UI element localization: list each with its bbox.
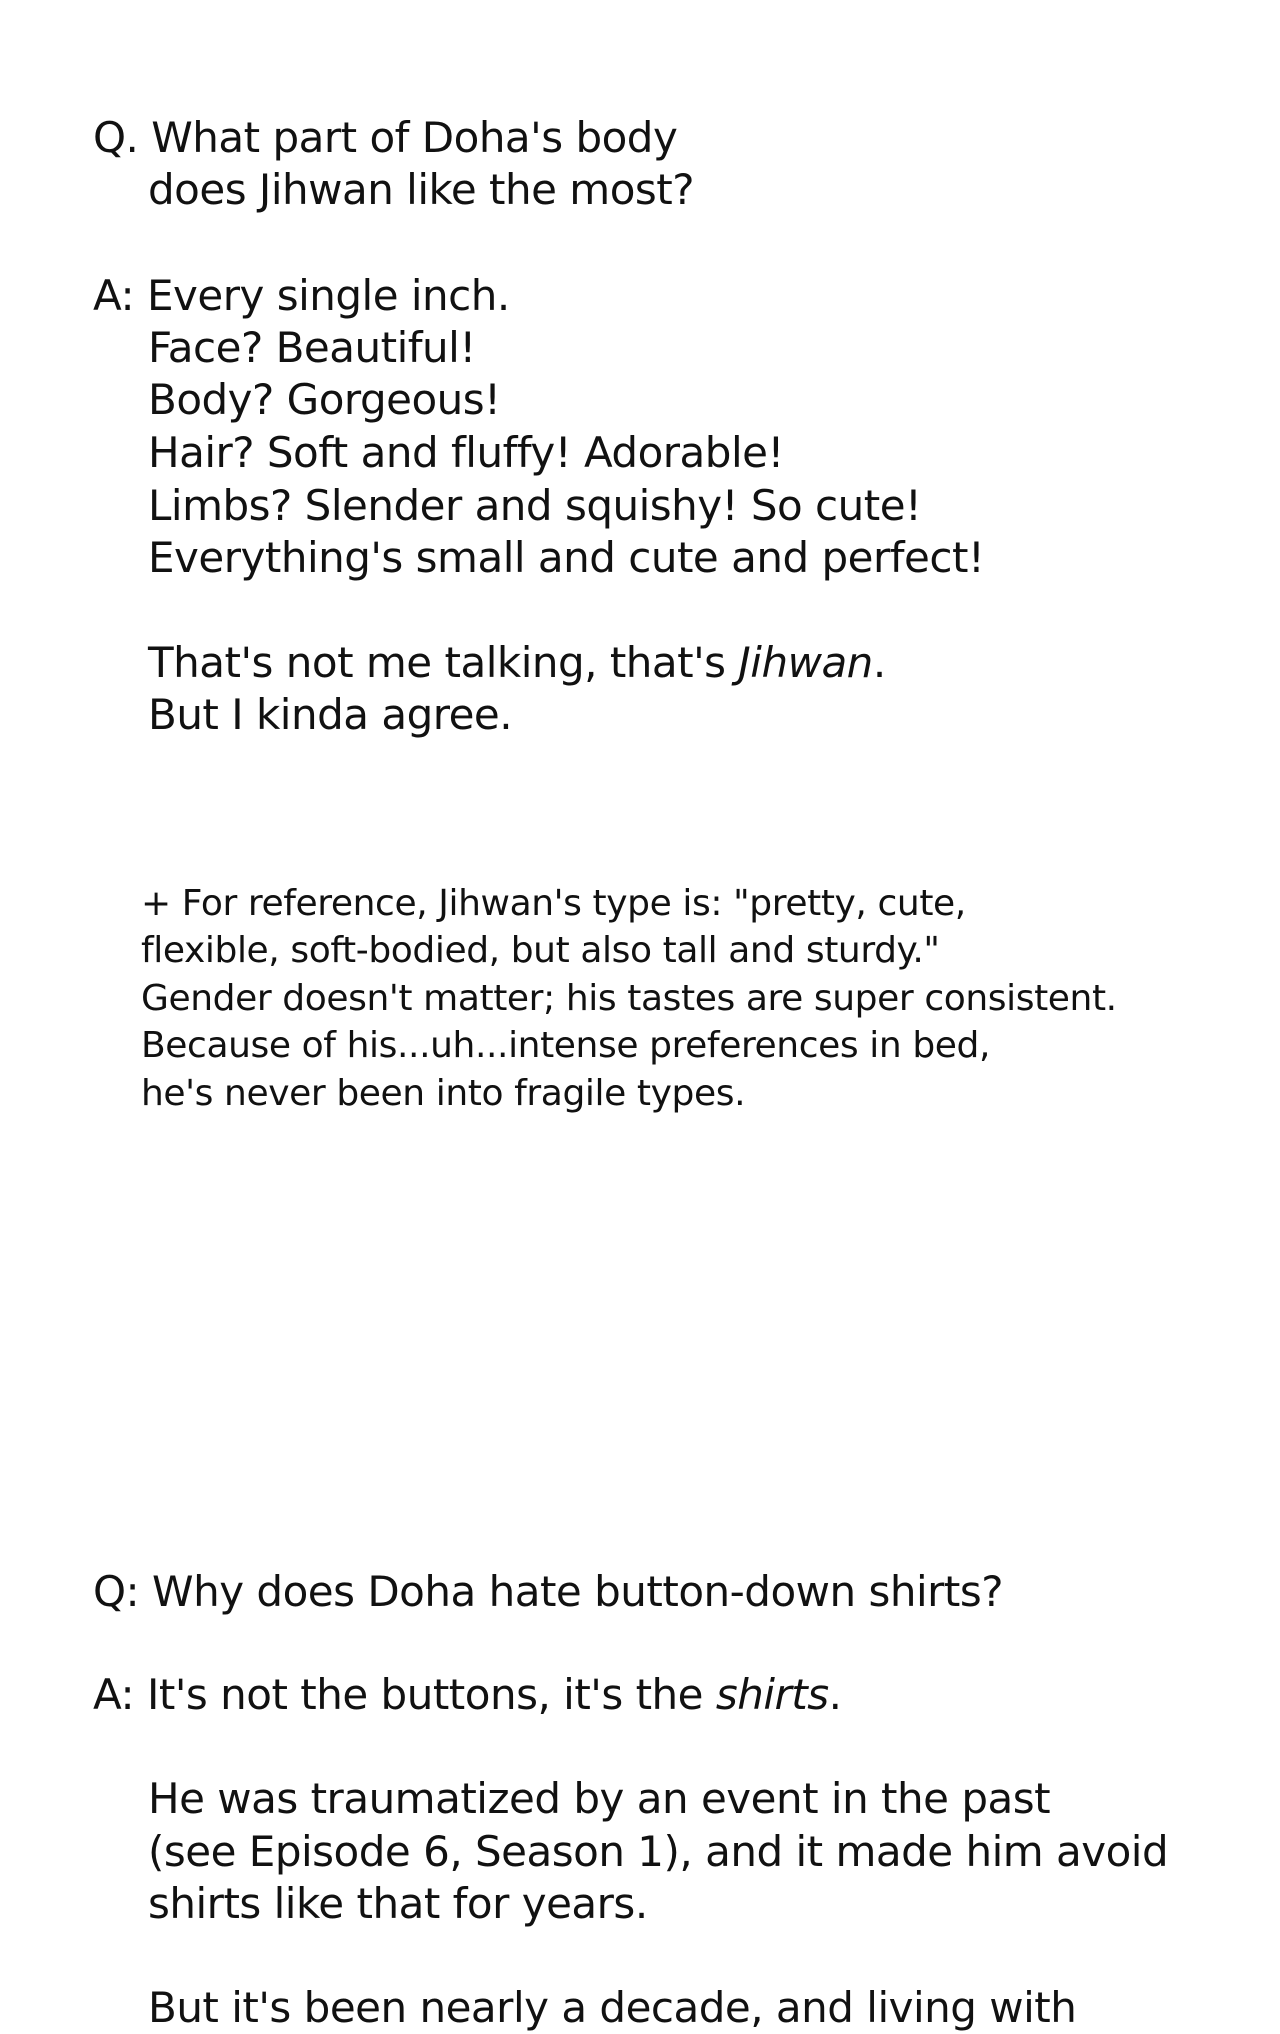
explanation-line-1: He was traumatized by an event in the past: [148, 1774, 1051, 1823]
cutoff-text-container: [0, 1972, 1280, 2032]
answer-1-hair: Hair? Soft and fluffy! Adorable!: [148, 428, 784, 477]
author-comment-suffix: .: [872, 638, 886, 687]
explanation-line-2: (see Episode 6, Season 1), and it made him avoid: [148, 1827, 1169, 1876]
author-comment-italic: Jihwan: [738, 638, 873, 687]
answer-1-line-1: A: Every single inch.: [93, 271, 510, 320]
explanation-line-3: shirts like that for years.: [148, 1879, 648, 1928]
answer-2-line-1: [93, 1669, 842, 1721]
answer-1-body: Body? Gorgeous!: [148, 375, 501, 424]
question-2: Q: Why does Doha hate button-down shirts?: [93, 1567, 1004, 1616]
answer-2-suffix: .: [828, 1670, 842, 1719]
answer-2-prefix: A: It's not the buttons, it's the: [93, 1670, 716, 1719]
explanation-cutoff-line: But it's been nearly a decade, and living with: [148, 1983, 1077, 2032]
reference-note-line-2: flexible, soft-bodied, but also tall and sturdy.": [141, 930, 940, 971]
answer-1-everything: Everything's small and cute and perfect!: [148, 533, 985, 582]
author-comment-prefix: That's not me talking, that's: [148, 638, 739, 687]
reference-note-line-1: + For reference, Jihwan's type is: "pretty, cute,: [141, 883, 966, 924]
question-1-line-1: Q. What part of Doha's body: [93, 113, 678, 162]
author-comment-line-2: But I kinda agree.: [148, 690, 513, 739]
reference-note-line-4: Because of his...uh...intense preferences in bed,: [141, 1025, 991, 1066]
reference-note-line-5: he's never been into fragile types.: [141, 1073, 746, 1114]
reference-note-line-3: Gender doesn't matter; his tastes are super consistent.: [141, 978, 1117, 1019]
answer-1-limbs: Limbs? Slender and squishy! So cute!: [148, 481, 922, 530]
author-comment-line-1: [148, 637, 886, 689]
answer-2-italic: shirts: [715, 1670, 829, 1719]
answer-1-face: Face? Beautiful!: [148, 323, 476, 372]
question-1-line-2: does Jihwan like the most?: [148, 165, 695, 214]
